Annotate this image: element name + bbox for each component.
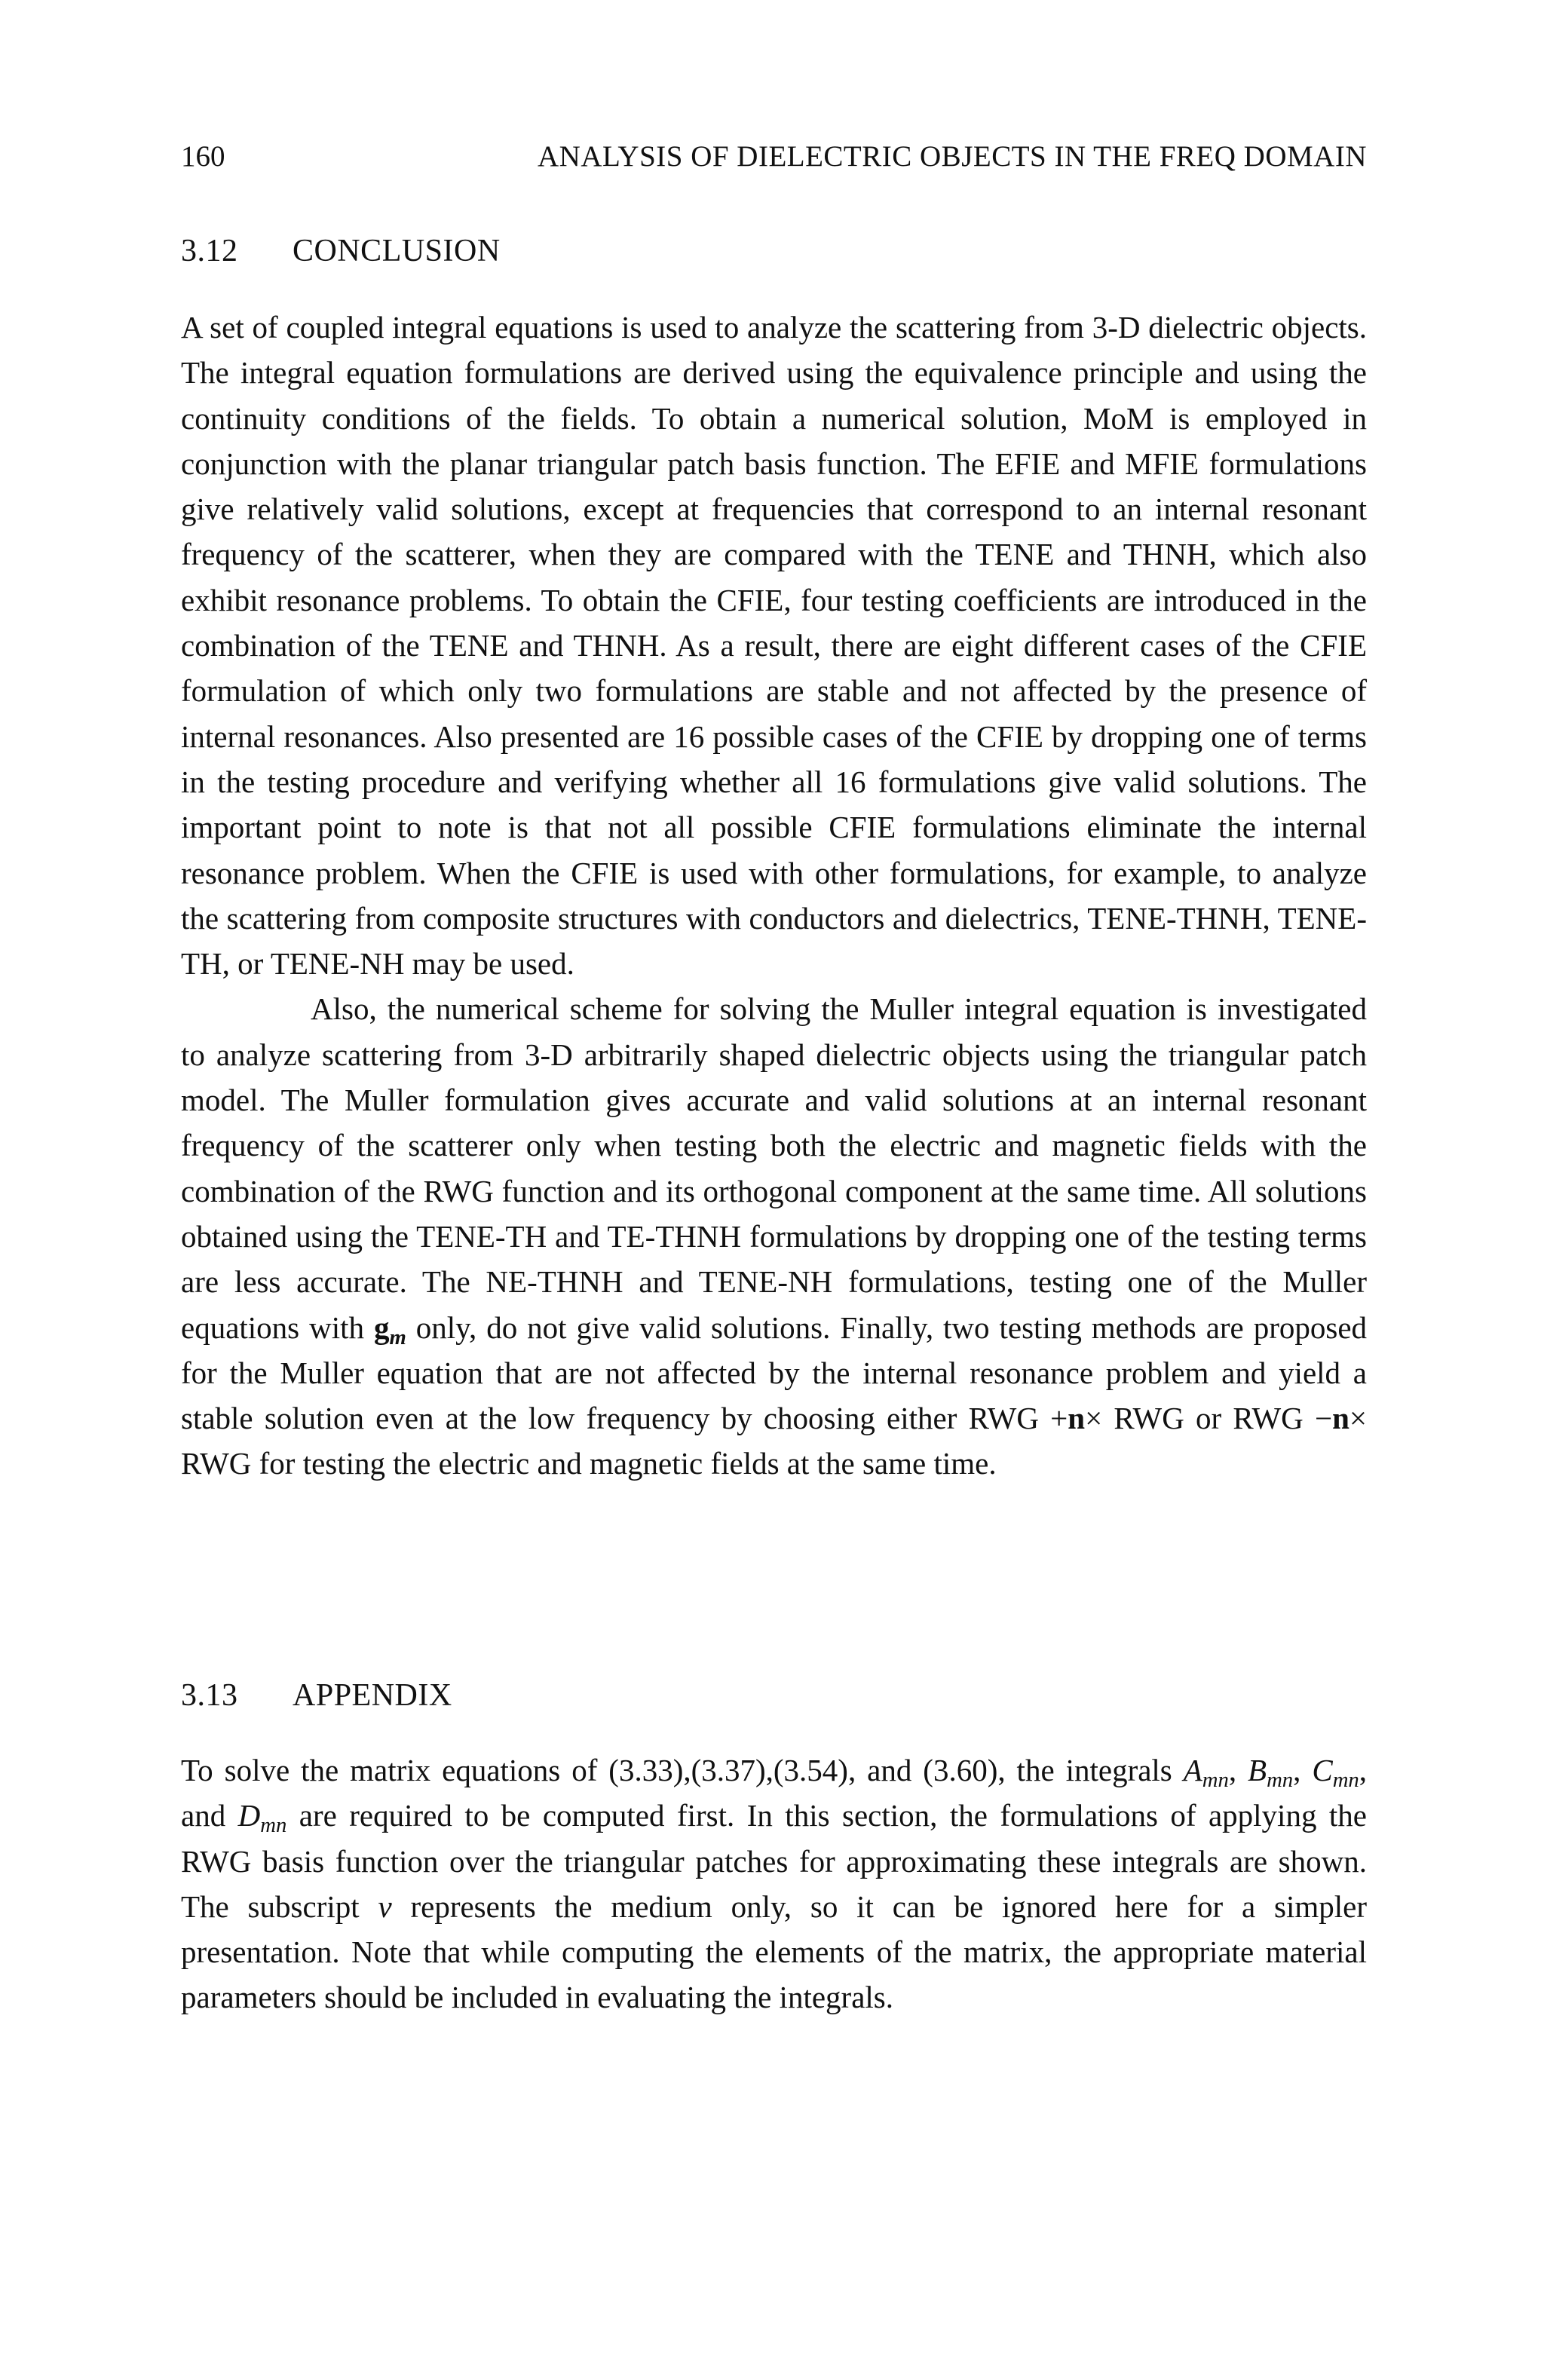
paragraph-text: To solve the matrix equations of (3.33),(3.37),(3.54), and (3.60), the integrals <box>181 1753 1172 1787</box>
math-expression: RWG +n× RWG <box>968 1401 1184 1436</box>
medium-symbol: ν <box>378 1888 392 1924</box>
section-heading-conclusion <box>181 231 501 271</box>
section-title: CONCLUSION <box>293 234 501 268</box>
paragraph <box>181 986 1367 1486</box>
section-number: 3.13 <box>181 1678 238 1713</box>
paragraph: A set of coupled integral equations is used to analyze the scattering from 3-D dielectric objects. The integral equation formulations are derived using the equivalence principle and using the continuity conditions of the fields. To obtain a numerical solution, MoM is employed in conjunction with the planar triangular patch basis function. The EFIE and MFIE formulations give relatively valid solutions, except at frequencies that correspond to an internal resonant frequency of the scatterer, when they are compared with the TENE and THNH, which also exhibit resonance problems. To obtain the CFIE, four testing coefficients are introduced in the combination of the TENE and THNH. As a result, there are eight different cases of the CFIE formulation of which only two formulations are stable and not affected by the presence of internal resonances. Also presented are 16 possible cases of the CFIE by dropping one of terms in the testing procedure and verifying whether all 16 formulations give valid solutions. The important point to note is that not all possible CFIE formulations eliminate the internal resonance problem. When the CFIE is used with other formulations, for example, to analyze the scattering from composite structures with conductors and dielectrics, TENE-THNH, TENE-TH, or TENE-NH may be used. <box>181 310 1367 982</box>
paragraph: To solve the matrix equations of (3.33),(3.37),(3.54), and (3.60), the integrals $A_{mn}$, $B_{mn}$, $C_{mn}$, and $D_{mn}$ are required to be computed first. In this section, the formulations of applying the RWG basis function over the triangular patches for approximating these integrals are shown. The subscript ν represents the medium only, so it can be ignored here for a simpler presentation. Note that while computing the elements of the matrix, the appropriate material parameters should be included in evaluating the integrals. <box>181 1753 1368 2015</box>
math-expression: RWG −n× RWG <box>181 1401 1368 1481</box>
paragraph-text: are required to be computed first. In this section, the formulations of applying the RWG basis function over the triangular patches for approximating these integrals are shown. The subscript <box>181 1798 1367 1924</box>
section-title: APPENDIX <box>293 1678 452 1713</box>
integral-symbol: $C_{mn}$ <box>1312 1753 1359 1793</box>
vector-symbol: $g_m$ <box>373 1309 406 1349</box>
page-number: 160 <box>181 140 225 173</box>
paragraph-text: for testing the electric and magnetic fields at the same time. <box>259 1446 997 1481</box>
conclusion-body <box>181 305 1367 1487</box>
running-head <box>181 139 1367 175</box>
integral-symbol: $B_{mn}$ <box>1248 1753 1294 1793</box>
paragraph-text: represents the medium only, so it can be ignored here for a simpler presentation. Note that while computing the elements of the matrix, the appropriate material parameters should be included in evaluating the integrals. <box>181 1888 1368 2015</box>
paragraph-text: only, do not give valid solutions. Finally, two testing methods are proposed for the Muller equation that are not affected by the internal resonance problem and yield a stable solution even at the low frequency by choosing either <box>181 1309 1368 1436</box>
section-number: 3.12 <box>181 234 238 268</box>
integral-symbol: $A_{mn}$ <box>1183 1753 1229 1793</box>
paragraph-text: or <box>1196 1401 1222 1436</box>
integral-symbol: $D_{mn}$ <box>237 1798 287 1838</box>
paragraph-text: Also, the numerical scheme for solving the Muller integral equation is investigated to analyze scattering from 3-D arbitrarily shaped dielectric objects using the triangular patch model. The Muller formulation gives accurate and valid solutions at an internal resonant frequency of the scatterer only when testing both the electric and magnetic fields with the combination of the RWG function and its orthogonal component at the same time. All solutions obtained using the TENE-TH and TE-THNH formulations by dropping one of the testing terms are less accurate. The NE-THNH and TENE-NH formulations, testing one of the Muller equations with <box>181 991 1367 1345</box>
appendix-body <box>181 1747 1367 2020</box>
running-title: ANALYSIS OF DIELECTRIC OBJECTS IN THE FREQ DOMAIN <box>538 140 1367 173</box>
section-heading-appendix <box>181 1675 452 1716</box>
